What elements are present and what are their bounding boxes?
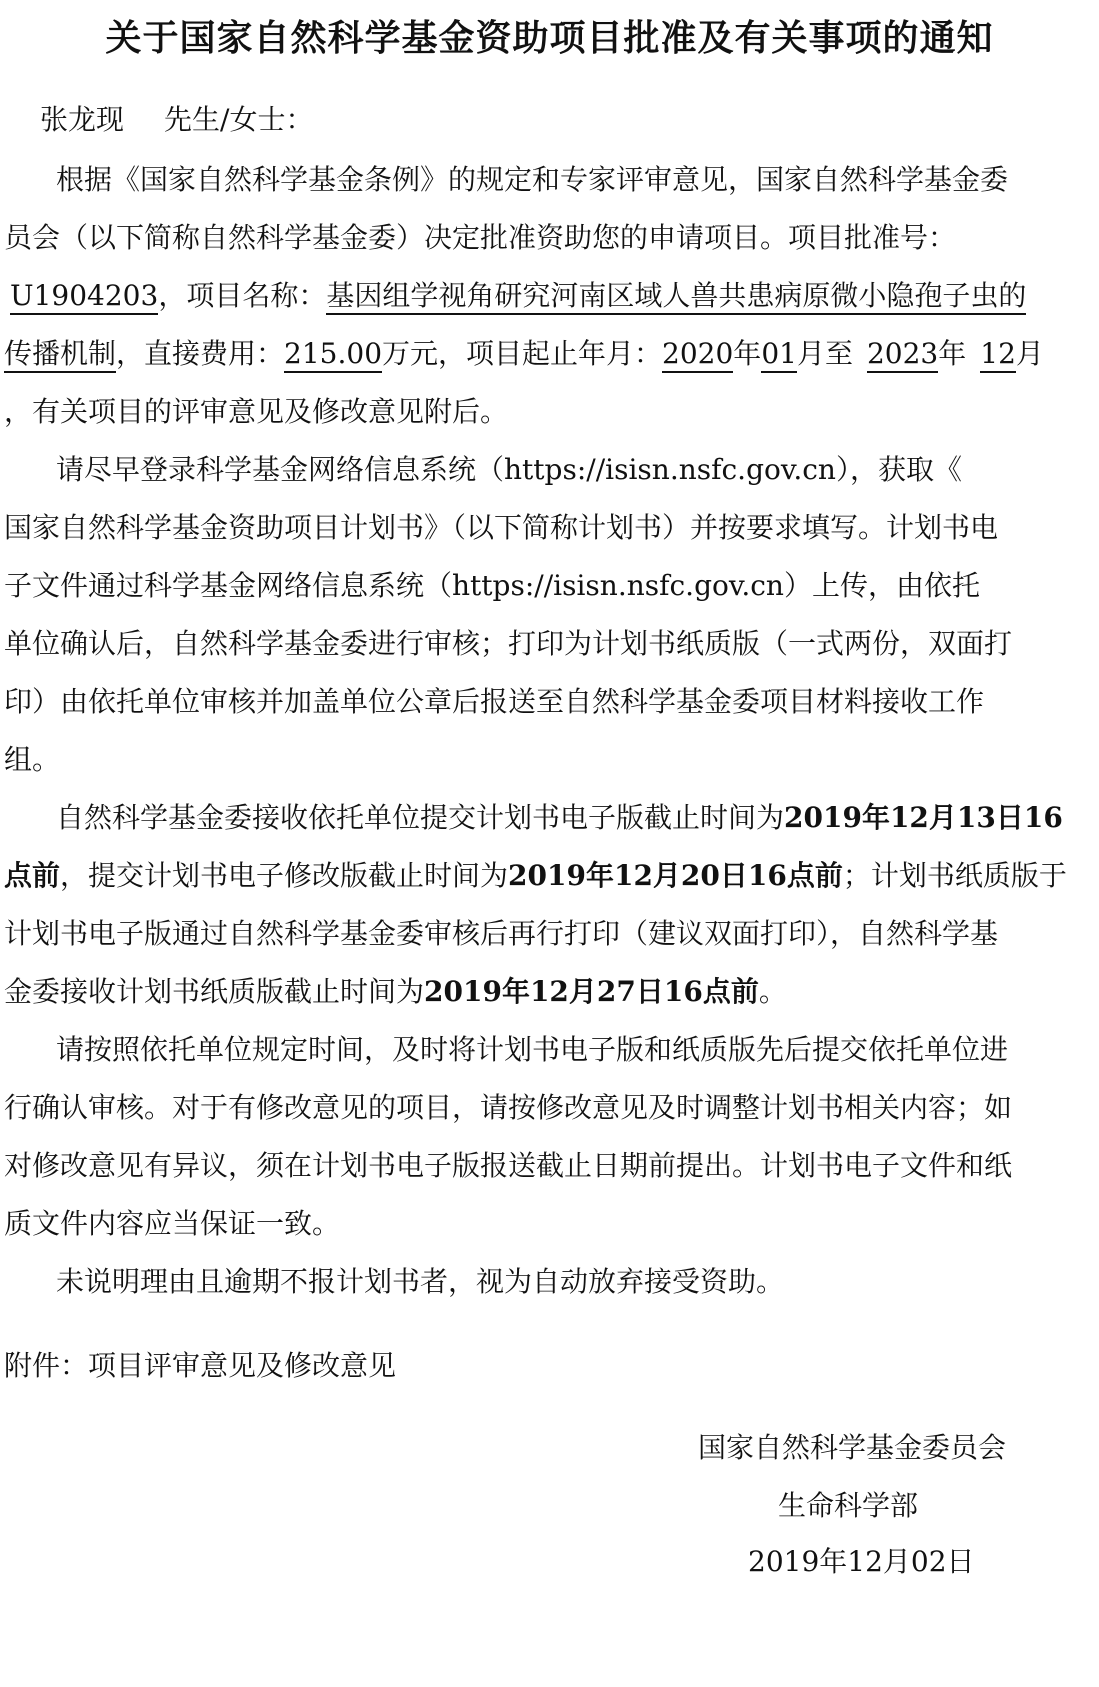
text-line: 计划书电子版通过自然科学基金委审核后再行打印（建议双面打印），自然科学基 [4, 917, 999, 950]
start-year: 2020 [662, 337, 733, 373]
text-line: 金委接收计划书纸质版截止时间为2019年12月27日16点前。 [4, 975, 787, 1008]
direct-cost: 215.00 [284, 337, 382, 373]
signature-date: 2019年12月02日 [748, 1545, 975, 1578]
text-line: 传播机制，直接费用：215.00万元，项目起止年月：2020年01月至 2023年 12月 [4, 334, 1099, 374]
salutation-suffix: 先生/女士： [164, 103, 314, 136]
text-line: 质文件内容应当保证一致。 [4, 1207, 341, 1240]
text-line: 子文件通过科学基金网络信息系统（https://isisn.nsfc.gov.cn）上传，由依托 [4, 569, 980, 602]
start-month: 01 [761, 337, 797, 373]
project-name-cont: 传播机制 [4, 337, 116, 373]
text-line: 自然科学基金委接收依托单位提交计划书电子版截止时间为2019年12月13日16 [56, 801, 1063, 834]
text-line: 单位确认后，自然科学基金委进行审核；打印为计划书纸质版（一式两份，双面打 [4, 627, 1013, 660]
project-name: 基因组学视角研究河南区域人兽共患病原微小隐孢子虫的 [326, 279, 1026, 315]
text-line: 印）由依托单位审核并加盖单位公章后报送至自然科学基金委项目材料接收工作 [4, 685, 985, 718]
document-title: 关于国家自然科学基金资助项目批准及有关事项的通知 [105, 17, 994, 59]
text-line: 请按照依托单位规定时间，及时将计划书电子版和纸质版先后提交依托单位进 [56, 1033, 1009, 1066]
text-line: ，有关项目的评审意见及修改意见附后。 [4, 395, 509, 428]
project-number: U1904203 [10, 279, 158, 315]
text-line: 请尽早登录科学基金网络信息系统（https://isisn.nsfc.gov.cn），获取《 [56, 453, 962, 486]
text-line: 点前，提交计划书电子修改版截止时间为2019年12月20日16点前；计划书纸质版于 [4, 859, 1067, 892]
deadline-electronic: 2019年12月13日16 [784, 801, 1063, 834]
end-month: 12 [980, 337, 1016, 373]
text-line: 员会（以下简称自然科学基金委）决定批准资助您的申请项目。项目批准号： [4, 221, 957, 254]
salutation [40, 100, 1099, 140]
paragraph-forfeit: 未说明理由且逾期不报计划书者，视为自动放弃接受资助。 [56, 1265, 785, 1298]
text-line: U1904203，项目名称：基因组学视角研究河南区域人兽共患病原微小隐孢子虫的 [10, 276, 1099, 316]
end-year: 2023 [867, 337, 938, 373]
signature-dept: 生命科学部 [778, 1489, 919, 1522]
signature-org: 国家自然科学基金委员会 [698, 1431, 1007, 1464]
text-line: 组。 [4, 743, 61, 776]
recipient-name: 张龙现 [40, 103, 125, 136]
text-line: 国家自然科学基金资助项目计划书》（以下简称计划书）并按要求填写。计划书电 [4, 511, 999, 544]
deadline-paper: 2019年12月27日16点前 [424, 975, 759, 1008]
text-line: 对修改意见有异议，须在计划书电子版报送截止日期前提出。计划书电子文件和纸 [4, 1149, 1013, 1182]
text-line: 行确认审核。对于有修改意见的项目，请按修改意见及时调整计划书相关内容；如 [4, 1091, 1013, 1124]
attachment-note: 附件：项目评审意见及修改意见 [4, 1349, 397, 1382]
text-line: 根据《国家自然科学基金条例》的规定和专家评审意见，国家自然科学基金委 [56, 163, 1009, 196]
deadline-revision: 2019年12月20日16点前 [508, 859, 843, 892]
